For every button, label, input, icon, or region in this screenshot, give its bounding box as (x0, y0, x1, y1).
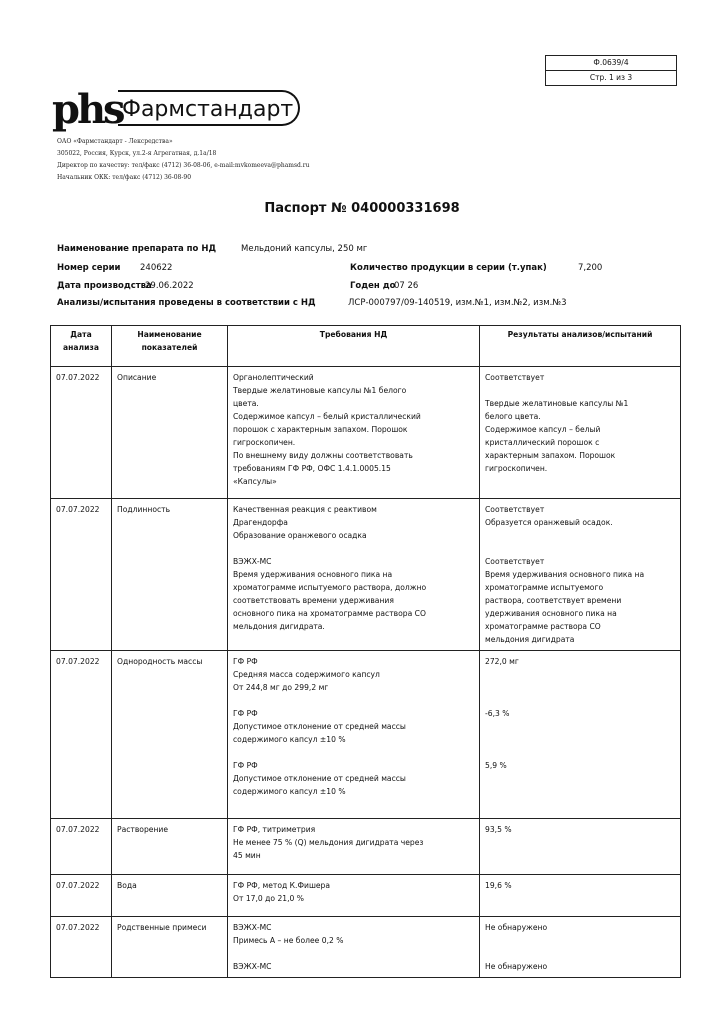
cell-requirements (228, 819, 480, 875)
result-line: мельдония дигидрата (485, 635, 575, 644)
requirement-line: соответствовать времени удерживания (233, 596, 394, 605)
cell-indicator: Однородность массы (112, 651, 228, 819)
cell-date: 07.07.2022 (51, 651, 112, 819)
result-line: кристаллический порошок с (485, 438, 600, 447)
requirement-line: От 244,8 мг до 299,2 мг (233, 683, 329, 692)
cell-indicator: Вода (112, 875, 228, 917)
company-logo (52, 86, 294, 133)
form-code-box (545, 55, 677, 86)
table-row (51, 917, 681, 978)
cell-date: 07.07.2022 (51, 917, 112, 978)
requirement-line: ГФ РФ (233, 761, 258, 770)
requirement-line: Драгендорфа (233, 518, 288, 527)
cell-results (480, 499, 681, 651)
requirement-line: порошок с характерным запахом. Порошок (233, 425, 408, 434)
company-details (57, 136, 310, 184)
tests-label: Анализы/испытания проведены в соответствии с НД (57, 298, 316, 308)
result-line: 5,9 % (485, 761, 507, 770)
company-line: Начальник ОКК: тел/факс (4712) 36-08-90 (57, 174, 192, 181)
requirement-line: Примесь А – не более 0,2 % (233, 936, 344, 945)
requirement-line: цвета. (233, 399, 259, 408)
requirement-line (233, 542, 474, 555)
header-results: Результаты анализов/испытаний (480, 326, 681, 367)
cell-indicator: Родственные примеси (112, 917, 228, 978)
cell-indicator: Описание (112, 367, 228, 499)
passport-title: Паспорт № 040000331698 (264, 201, 460, 216)
header-date: Дата анализа (51, 326, 112, 367)
result-line: Не обнаружено (485, 962, 548, 971)
result-line (485, 694, 675, 707)
requirement-line: «Капсулы» (233, 477, 277, 486)
requirement-line (233, 746, 474, 759)
requirement-line: содержимого капсул ±10 % (233, 735, 346, 744)
cell-date: 07.07.2022 (51, 499, 112, 651)
result-line (485, 542, 675, 555)
analysis-table (50, 325, 681, 978)
requirement-line: требованиям ГФ РФ, ОФС 1.4.1.0005.15 (233, 464, 391, 473)
drug-value: Мельдоний капсулы, 250 мг (241, 244, 368, 254)
requirement-line: ГФ РФ, титриметрия (233, 825, 316, 834)
company-line: 305022, Россия, Курск, ул.2-я Агрегатная, д.1а/18 (57, 150, 217, 157)
result-line: удерживания основного пика на (485, 609, 617, 618)
cell-date: 07.07.2022 (51, 367, 112, 499)
result-line: Соответствует (485, 557, 545, 566)
result-line: характерным запахом. Порошок (485, 451, 616, 460)
result-line (485, 668, 675, 681)
requirement-line: Твердые желатиновые капсулы №1 белого (233, 386, 407, 395)
drug-label: Наименование препарата по НД (57, 244, 217, 254)
result-line: гигроскопичен. (485, 464, 548, 473)
cell-requirements (228, 875, 480, 917)
result-line (485, 720, 675, 733)
requirement-line: Не менее 75 % (Q) мельдония дигидрата через (233, 838, 424, 847)
series-value: 240622 (140, 263, 173, 273)
requirement-line (233, 947, 474, 960)
requirement-line: хроматограмме испытуемого раствора, должно (233, 583, 427, 592)
company-line: ОАО «Фармстандарт - Лексредства» (57, 138, 173, 145)
requirement-line: ГФ РФ, метод К.Фишера (233, 881, 331, 890)
expiry-label: Годен до (350, 281, 396, 291)
cell-results (480, 367, 681, 499)
cell-indicator: Растворение (112, 819, 228, 875)
result-line (485, 947, 675, 960)
result-line: белого цвета. (485, 412, 541, 421)
requirement-line: основного пика на хроматограмме раствора СО (233, 609, 426, 618)
page-counter: Стр. 1 из 3 (546, 70, 676, 85)
requirement-line (233, 694, 474, 707)
requirement-line: По внешнему виду должны соответствовать (233, 451, 413, 460)
table-row (51, 651, 681, 819)
logo-name: Фармстандарт (118, 90, 300, 126)
header-indicator: Наименование показателей (112, 326, 228, 367)
cell-requirements (228, 499, 480, 651)
requirement-line: Допустимое отклонение от средней массы (233, 774, 406, 783)
quantity-value: 7,200 (578, 263, 603, 273)
result-line: Время удерживания основного пика на (485, 570, 645, 579)
series-label: Номер серии (57, 263, 121, 273)
tests-value: ЛСР-000797/09-140519, изм.№1, изм.№2, изм.№3 (348, 298, 567, 308)
result-line (485, 934, 675, 947)
result-line (485, 733, 675, 746)
result-line: 272,0 мг (485, 657, 519, 666)
result-line: Не обнаружено (485, 923, 548, 932)
requirement-line: От 17,0 до 21,0 % (233, 894, 304, 903)
table-header-row (51, 326, 681, 367)
requirement-line: ВЭЖХ-МС (233, 962, 272, 971)
cell-date: 07.07.2022 (51, 875, 112, 917)
result-line (485, 384, 675, 397)
requirement-line: Допустимое отклонение от средней массы (233, 722, 406, 731)
cell-requirements (228, 651, 480, 819)
expiry-value: 07 26 (394, 281, 419, 291)
quantity-label: Количество продукции в серии (т.упак) (350, 263, 547, 273)
result-line: Образуется оранжевый осадок. (485, 518, 613, 527)
result-line: Твердые желатиновые капсулы №1 (485, 399, 629, 408)
requirement-line: Образование оранжевого осадка (233, 531, 367, 540)
cell-indicator: Подлинность (112, 499, 228, 651)
production-date-label: Дата производства (57, 281, 152, 291)
result-line (485, 529, 675, 542)
requirement-line: гигроскопичен. (233, 438, 296, 447)
result-line: хроматограмме раствора СО (485, 622, 601, 631)
cell-requirements (228, 367, 480, 499)
requirement-line: мельдония дигидрата. (233, 622, 325, 631)
table-row (51, 875, 681, 917)
logo-mark: phs (52, 86, 123, 133)
form-code: Ф.0639/4 (593, 58, 629, 67)
result-line: 93,5 % (485, 825, 512, 834)
production-date-value: 29.06.2022 (145, 281, 194, 291)
requirement-line: содержимого капсул ±10 % (233, 787, 346, 796)
requirement-line: Время удерживания основного пика на (233, 570, 393, 579)
requirement-line: Качественная реакция с реактивом (233, 505, 377, 514)
result-line: раствора, соответствует времени (485, 596, 622, 605)
result-line: хроматограмме испытуемого (485, 583, 604, 592)
result-line: -6,3 % (485, 709, 510, 718)
cell-requirements (228, 917, 480, 978)
result-line: Соответствует (485, 373, 545, 382)
cell-results (480, 819, 681, 875)
table-row (51, 499, 681, 651)
requirement-line: Содержимое капсул – белый кристаллический (233, 412, 421, 421)
requirement-line: Органолептический (233, 373, 314, 382)
cell-date: 07.07.2022 (51, 819, 112, 875)
requirement-line: Средняя масса содержимого капсул (233, 670, 380, 679)
requirement-line: ГФ РФ (233, 657, 258, 666)
table-row (51, 367, 681, 499)
requirement-line: ВЭЖХ-МС (233, 557, 272, 566)
result-line: Соответствует (485, 505, 545, 514)
header-requirements: Требования НД (228, 326, 480, 367)
result-line: 19,6 % (485, 881, 512, 890)
result-line (485, 746, 675, 759)
cell-results (480, 651, 681, 819)
requirement-line: ВЭЖХ-МС (233, 923, 272, 932)
table-row (51, 819, 681, 875)
cell-results (480, 875, 681, 917)
result-line (485, 681, 675, 694)
cell-results (480, 917, 681, 978)
requirement-line: 45 мин (233, 851, 261, 860)
requirement-line: ГФ РФ (233, 709, 258, 718)
result-line: Содержимое капсул – белый (485, 425, 601, 434)
company-line: Директор по качеству: тел/факс (4712) 36-08-06, e-mail:mvkomeeva@phamsd.ru (57, 162, 310, 169)
